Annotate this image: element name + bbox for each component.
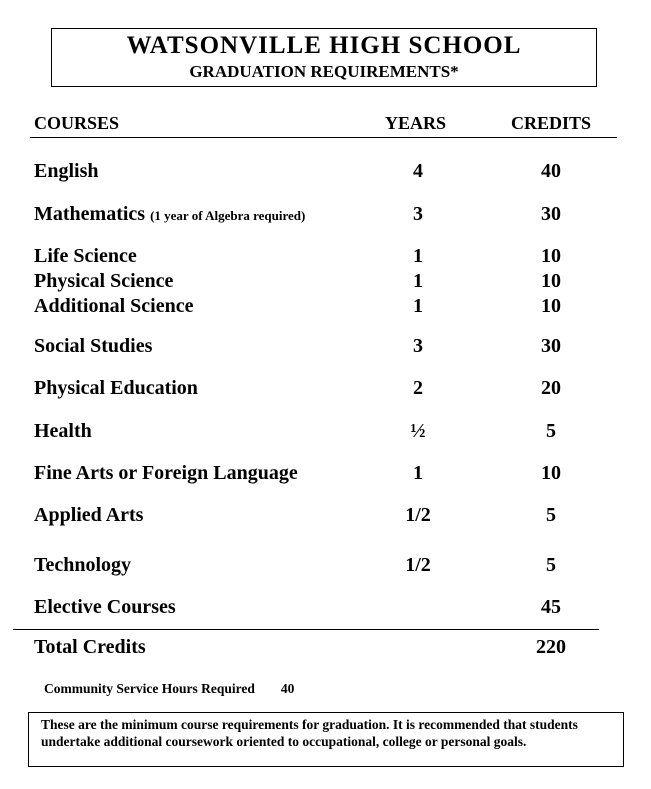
course-name: English (34, 160, 99, 182)
courses-column-header: COURSES (34, 113, 120, 133)
course-name: Additional Science (34, 295, 194, 317)
course-credits: 10 (541, 295, 561, 317)
course-credits: 5 (546, 504, 556, 526)
course-years: 1/2 (405, 504, 431, 526)
course-note: (1 year of Algebra required) (150, 208, 306, 223)
course-name: Elective Courses (34, 596, 176, 618)
course-credits: 10 (541, 245, 561, 267)
course-years: 1 (413, 295, 423, 317)
document-subtitle: GRADUATION REQUIREMENTS* (189, 62, 459, 81)
course-credits: 45 (541, 596, 561, 618)
course-credits: 30 (541, 203, 561, 225)
footnote-box (28, 712, 624, 767)
course-name: Physical Education (34, 377, 198, 399)
course-years: 2 (413, 377, 423, 399)
header-divider (30, 137, 617, 138)
years-column-header: YEARS (385, 113, 447, 133)
course-name: Fine Arts or Foreign Language (34, 462, 298, 484)
course-name: Social Studies (34, 335, 153, 357)
course-credits: 10 (541, 270, 561, 292)
course-name: Health (34, 420, 92, 442)
course-years: 3 (413, 203, 423, 225)
course-name: Physical Science (34, 270, 174, 292)
school-name: WATSONVILLE HIGH SCHOOL (126, 32, 522, 59)
course-credits: 10 (541, 462, 561, 484)
course-years: 3 (413, 335, 423, 357)
title-box (51, 28, 597, 87)
course-credits: 5 (546, 420, 556, 442)
total-divider (13, 629, 599, 630)
total-label: Total Credits (34, 636, 146, 658)
course-name: Applied Arts (34, 504, 144, 526)
community-service-hours: 40 (280, 681, 295, 696)
course-name: Technology (34, 554, 132, 576)
course-credits: 20 (541, 377, 561, 399)
course-years: ½ (410, 420, 426, 442)
course-credits: 30 (541, 335, 561, 357)
community-service-label: Community Service Hours Required (44, 681, 255, 696)
footnote-text: These are the minimum course requirements for graduation. It is recommended that students undertake additional coursework oriented to occupational, college or personal goals. (41, 717, 578, 749)
course-years: 1 (413, 245, 423, 267)
course-name: Life Science (34, 245, 137, 267)
course-years: 1/2 (405, 554, 431, 576)
course-years: 4 (413, 160, 423, 182)
course-credits: 40 (541, 160, 561, 182)
course-years: 1 (413, 270, 423, 292)
course-name: Mathematics (1 year of Algebra required) (34, 203, 306, 225)
total-credits: 220 (536, 636, 566, 658)
course-credits: 5 (546, 554, 556, 576)
course-years: 1 (413, 462, 423, 484)
community-service-requirement (44, 681, 294, 697)
credits-column-header: CREDITS (511, 113, 592, 133)
